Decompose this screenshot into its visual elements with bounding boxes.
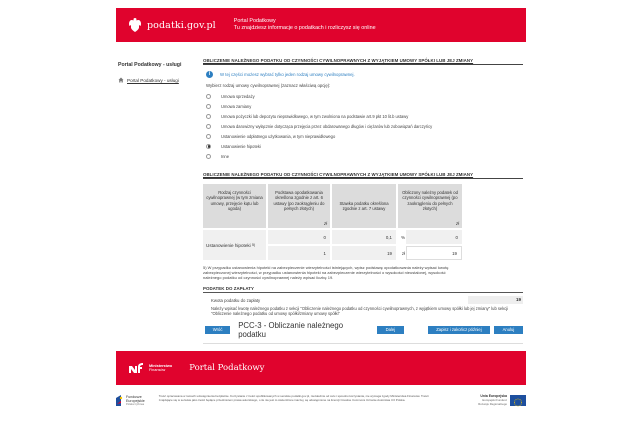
tax-due-section [203, 286, 523, 316]
radio-option-usufruct[interactable] [206, 131, 523, 141]
tax-due-note: Należy wpisać kwotę należnego podatku z sekcji "Obliczenie należnego podatku od czynności cywilnoprawnych, z wyjątkiem umowy spółki lub jej zmiany" lub sekcji "Obliczenie należnego podatku od umowy spółki/zmiany umowy spółki" [211, 306, 509, 316]
column-header-tax: Obliczony należny podatek od czynności cywilnoprawnej (po zaokrągleniu do pełnych złotych) zł [398, 184, 462, 228]
european-funds-logo [116, 395, 145, 407]
site-logo-text[interactable]: podatki.gov.pl [147, 19, 216, 31]
column-header-base: Podstawa opodatkowania określona zgodnie z art. 6 ustawy (po zaokrągleniu do pełnych złotych) zł [268, 184, 330, 228]
rate-field-1[interactable]: 0,1 % [332, 230, 396, 244]
column-header-type: Rodzaj czynności cywilnoprawnej (w tym zmiana umowy, przejęcie kątu lub ugoda) [203, 184, 266, 228]
ministry-logo[interactable] [128, 362, 172, 374]
radio-label: Ustanowienie odpłatnego użytkowania, w tym nieprawidłowego [221, 133, 336, 139]
radio-button[interactable] [206, 154, 211, 159]
radio-option-mortgage[interactable] [206, 141, 523, 151]
row-label-mortgage: Ustanowienie hipoteki 5) [203, 230, 266, 260]
form-step-title: PCC-3 - Obliczanie należnego podatku [238, 321, 344, 339]
radio-option-donation[interactable] [206, 121, 523, 131]
radio-button[interactable] [206, 104, 211, 109]
fe-line2: Europejskie [126, 399, 145, 403]
radio-button[interactable] [206, 134, 211, 139]
tax-field-2: 19 [406, 246, 462, 260]
tax-due-label: Kwota podatku do zapłaty [211, 297, 261, 303]
portal-title: Portal Podatkowy [233, 18, 276, 24]
tax-due-value: 19 [468, 296, 523, 304]
home-icon [118, 77, 124, 83]
radio-label: Umowa pożyczki lub depozytu nieprawidłowego, w tym zwolniona na podstawie art.9 pkt 10 lit.b ustawy [221, 113, 409, 119]
tax-field-1: 0 [406, 230, 462, 244]
sidebar-link-label[interactable]: Portal Podatkowy - usługi [127, 77, 179, 83]
cancel-button[interactable]: Anuluj [494, 326, 523, 334]
european-funds-icon [116, 395, 124, 406]
info-text: W tej części możesz wybrać tylko jeden rodzaj umowy cywilnoprawnej. [220, 72, 355, 77]
radio-button[interactable] [206, 114, 211, 119]
ue-line2: Europejski Fundusz [482, 397, 507, 402]
base-field-2[interactable]: 1 [268, 246, 330, 260]
ministry-of-finance-icon [128, 362, 146, 374]
fe-line1: Fundusze [126, 395, 142, 399]
radio-button-selected[interactable] [206, 144, 211, 149]
site-footer [116, 351, 526, 385]
ministry-name-line2: Finansów [149, 368, 166, 372]
radio-label: Inne [221, 153, 229, 159]
section-title-contract: OBLICZENIE NALEŻNEGO PODATKU OD CZYNNOŚCI CYWILNOPRAWNYCH Z WYJĄTKIEM UMOWY SPÓŁKI LUB JEJ ZMIANY [203, 58, 523, 65]
radio-option-sale[interactable] [206, 91, 523, 101]
ministry-name-line1: Ministerstwo [149, 363, 173, 368]
column-header-rate: Stawka podatku określona zgodnie z art. 7 ustawy [332, 184, 396, 228]
form-actions-bar [203, 321, 523, 344]
rate-field-2[interactable]: 19 zł [332, 246, 396, 260]
contract-type-section [203, 58, 523, 161]
radio-label: Umowa sprzedaży [221, 93, 255, 99]
tax-due-row [203, 296, 523, 304]
polish-eagle-icon [128, 17, 142, 33]
contract-type-prompt: Wybierz rodzaj umowy cywilnoprawnej (zaznacz właściwą opcję): [206, 83, 331, 88]
legal-notice: Treść opracowana w ramach udostępnienia bezpłatnie. Korzystanie z treści opublikowanych w serwisie podatki.gov.pl, niezależnie od celu i sposobu korzystania, nie wymaga zgody Ministerstwa Finansów. Treści znajdujące się w serwisie jako treści będące przedmiotem prawa autorskiego, o ile nie jest to stwierdzone inaczej, są udostępnione na licencji Creative Commons Uznanie Autorstwa 3.0 Polska. [158, 394, 429, 402]
footnote-text: 5) W przypadku ustanowienia hipoteki na zabezpieczenie wierzytelności istniejących, wpisz podstawę opodatkowania należy wpisać kwotę zabezpieczonej wierzytelności, w przypadku ustanowienia hipoteki na zabezpieczenie wierzytelności o wysokości nieustalonej, wysokość należnego podatku od czynności cywilnoprawnej należy wpisać liczbę 19. [203, 265, 449, 280]
tax-calculation-section [203, 172, 523, 344]
radio-option-other[interactable] [206, 151, 523, 161]
section-title-due: PODATEK DO ZAPŁATY [203, 286, 523, 293]
sidebar-title: Portal Podatkowy - usługi [118, 62, 182, 68]
ue-line1: Unia Europejska [480, 394, 507, 398]
radio-label: Umowa zamiany [221, 103, 252, 109]
eu-funding-bar [116, 395, 526, 415]
fe-line3: Polska Cyfrowa [126, 403, 145, 406]
contract-type-radio-group [206, 91, 523, 161]
eu-flag-icon [510, 395, 526, 406]
ue-line3: Rozwoju Regionalnego [478, 401, 507, 406]
info-icon: i [206, 71, 213, 78]
radio-option-exchange[interactable] [206, 101, 523, 111]
radio-option-loan[interactable] [206, 111, 523, 121]
sidebar [118, 62, 198, 83]
radio-button[interactable] [206, 124, 211, 129]
base-field-1[interactable]: 0 [268, 230, 330, 244]
save-and-finish-later-button[interactable]: Zapisz i zakończ później [428, 326, 490, 334]
radio-label: Ustanowienie hipoteki [221, 143, 261, 149]
info-message [206, 71, 523, 78]
section-title-calculation: OBLICZENIE NALEŻNEGO PODATKU OD CZYNNOŚCI CYWILNOPRAWNYCH Z WYJĄTKIEM UMOWY SPÓŁKI LUB JEJ ZMIANY [203, 172, 523, 179]
tax-calculation-table [203, 184, 523, 260]
next-button[interactable]: Dalej [377, 326, 404, 334]
radio-label: Umowa darowizny wyłącznie dotycząca przejęcia przez obdarowanego długów i ciężarów lub zobowiązań darczyńcy [221, 123, 433, 129]
footer-portal-title: Portal Podatkowy [189, 363, 265, 373]
back-button[interactable]: Wróć [205, 326, 230, 334]
site-header [116, 8, 526, 42]
radio-button[interactable] [206, 94, 211, 99]
portal-tagline: Tu znajdziesz informacje o podatkach i rozliczysz się online [233, 25, 376, 31]
sidebar-link-services[interactable] [118, 77, 198, 83]
eu-logo [478, 395, 526, 406]
